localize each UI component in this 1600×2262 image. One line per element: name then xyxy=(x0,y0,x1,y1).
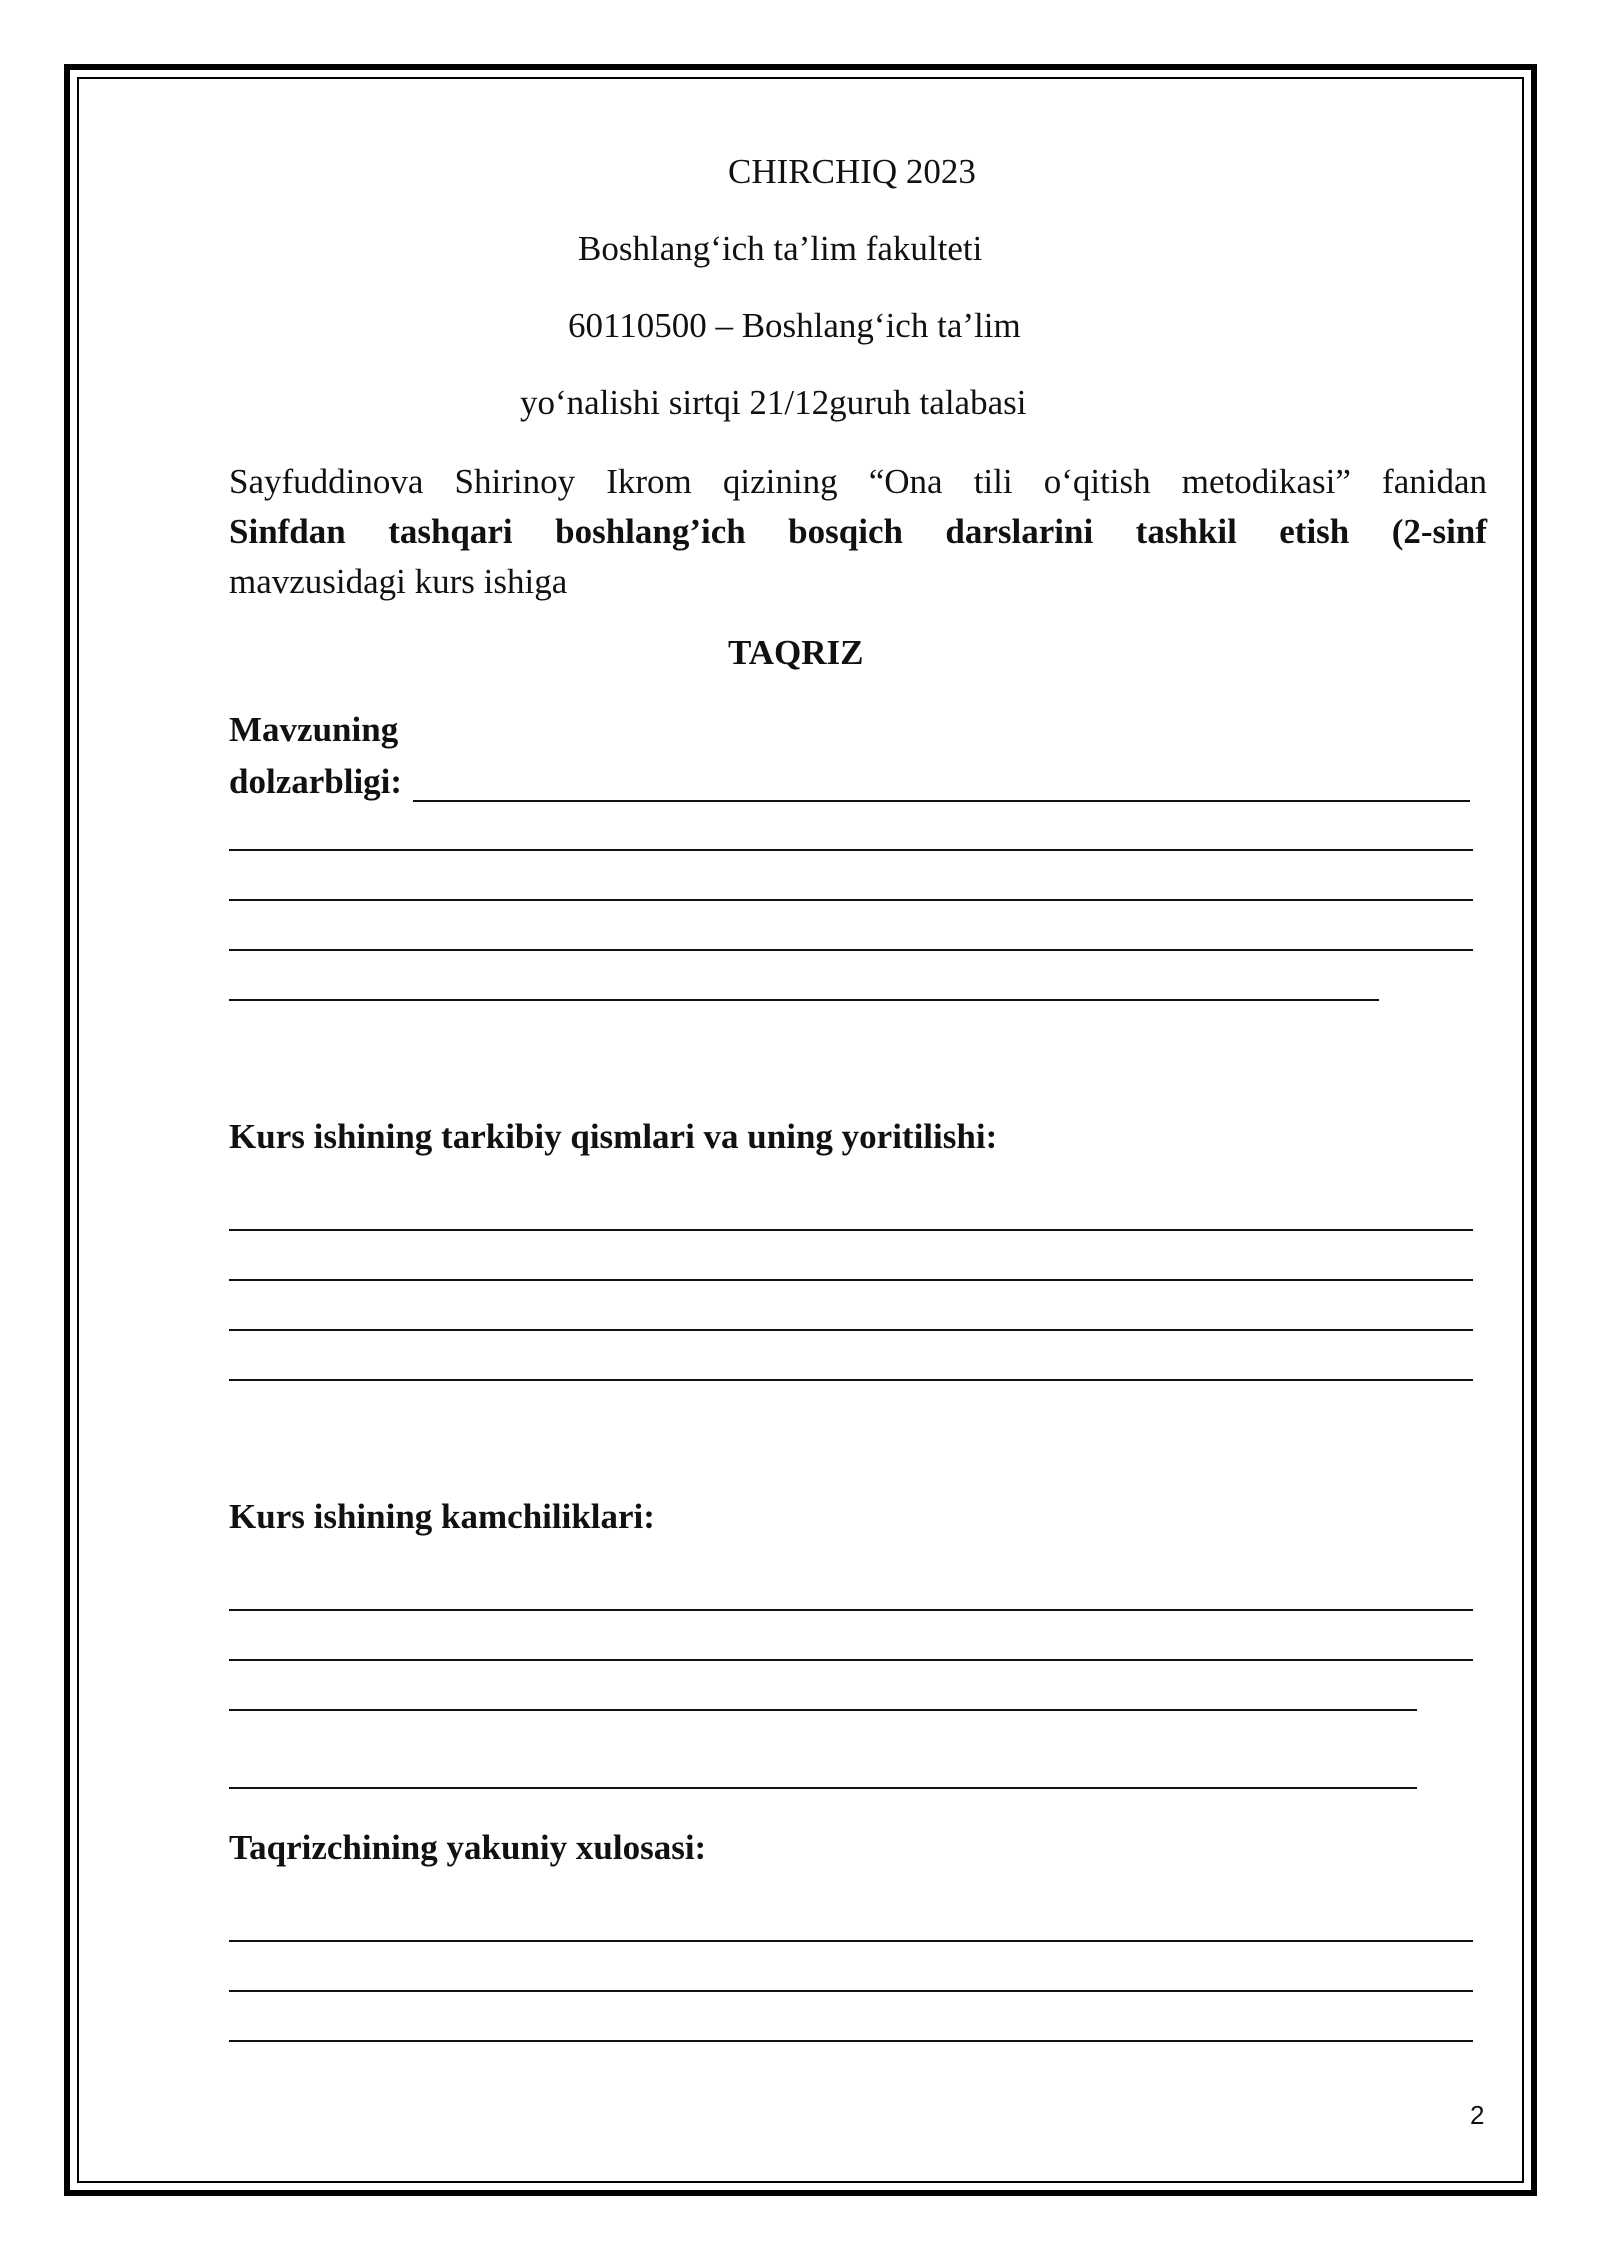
page-number: 2 xyxy=(1470,2100,1485,2130)
city-year: CHIRCHIQ 2023 xyxy=(728,152,976,191)
answer-line[interactable] xyxy=(229,1659,1473,1661)
program-code: 60110500 – Boshlang‘ich ta’lim xyxy=(568,306,1021,345)
answer-line[interactable] xyxy=(229,1229,1473,1231)
answer-line[interactable] xyxy=(229,999,1379,1001)
answer-line[interactable] xyxy=(229,1940,1473,1942)
student-group: yo‘nalishi sirtqi 21/12guruh talabasi xyxy=(520,383,1027,422)
answer-line[interactable] xyxy=(229,899,1473,901)
intro-line-3: mavzusidagi kurs ishiga xyxy=(229,562,568,601)
answer-line[interactable] xyxy=(229,1990,1473,1992)
answer-line[interactable] xyxy=(413,800,1470,802)
relevance-label-1: Mavzuning xyxy=(229,710,399,749)
faculty-name: Boshlang‘ich ta’lim fakulteti xyxy=(578,229,983,268)
answer-line[interactable] xyxy=(229,2040,1473,2042)
answer-line[interactable] xyxy=(229,949,1473,951)
intro-line-1: Sayfuddinova Shirinoy Ikrom qizining “Ona tili o‘qitish metodikasi” fanidan xyxy=(229,462,1487,501)
relevance-label-2: dolzarbligi: xyxy=(229,762,403,801)
answer-line[interactable] xyxy=(229,1609,1473,1611)
answer-line[interactable] xyxy=(229,1379,1473,1381)
conclusion-label: Taqrizchining yakuniy xulosasi: xyxy=(229,1828,707,1867)
structure-label: Kurs ishining tarkibiy qismlari va uning yoritilishi: xyxy=(229,1117,998,1156)
shortcomings-label: Kurs ishining kamchiliklari: xyxy=(229,1497,655,1536)
document-title: TAQRIZ xyxy=(728,633,864,672)
answer-line[interactable] xyxy=(229,1787,1417,1789)
answer-line[interactable] xyxy=(229,1709,1417,1711)
answer-line[interactable] xyxy=(229,1279,1473,1281)
intro-line-2: Sinfdan tashqari boshlang’ich bosqich darslarini tashkil etish (2-sinf xyxy=(229,512,1487,551)
answer-line[interactable] xyxy=(229,1329,1473,1331)
answer-line[interactable] xyxy=(229,849,1473,851)
